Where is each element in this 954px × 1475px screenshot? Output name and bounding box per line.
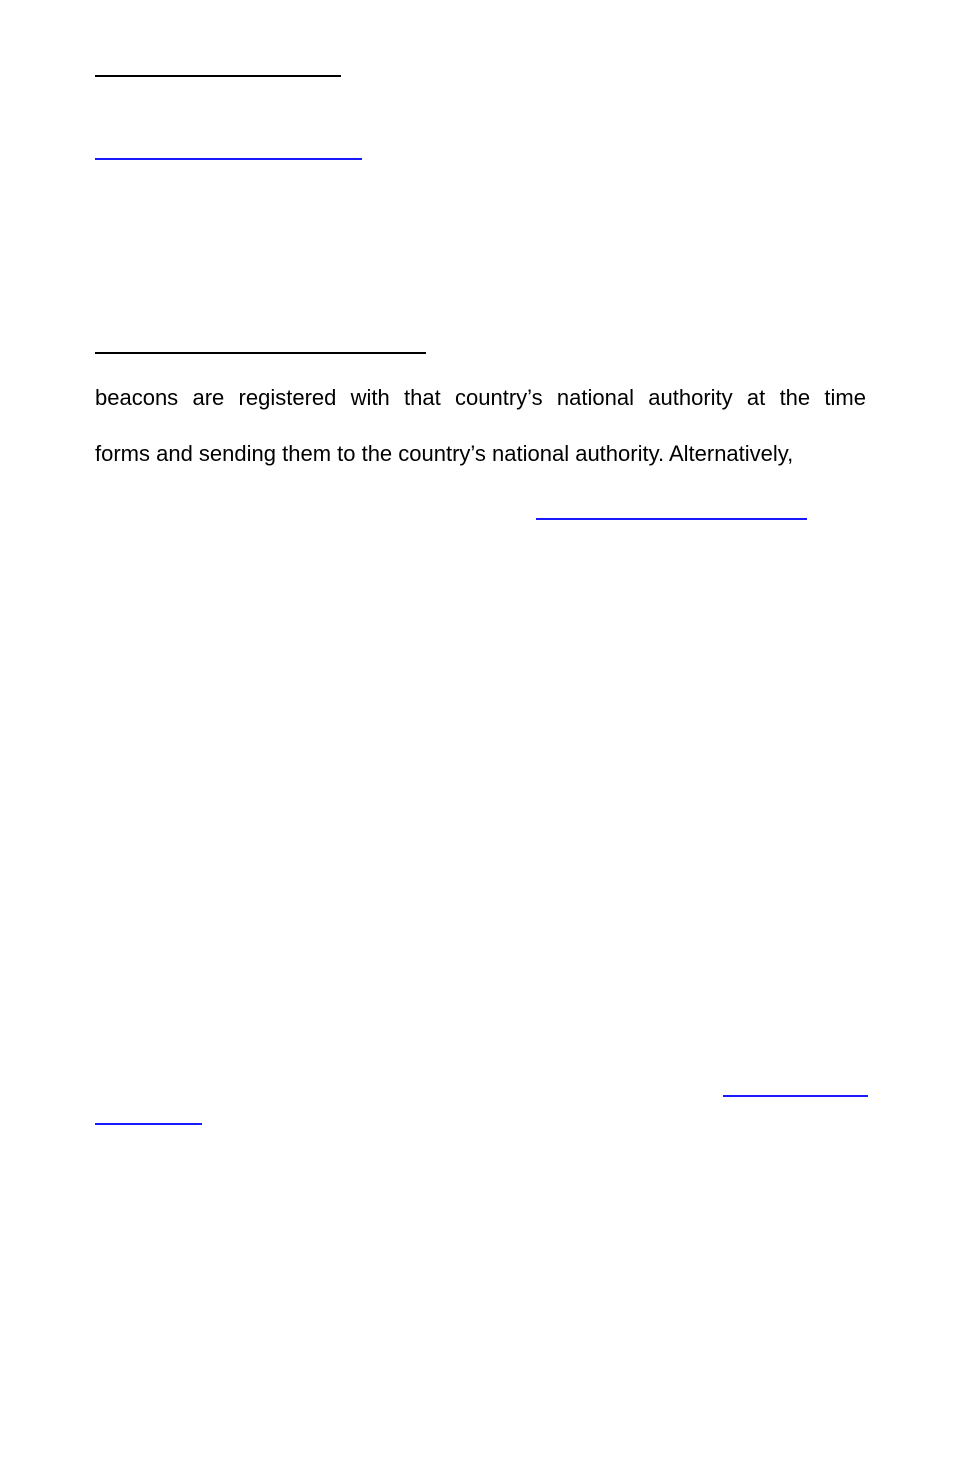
paragraph-line: forms and sending them to the country’s national authority. Alternatively,: [95, 441, 794, 466]
text-underline: [95, 75, 341, 77]
hyperlink-underline[interactable]: [536, 518, 807, 520]
text-underline: [95, 352, 426, 354]
hyperlink-underline[interactable]: [95, 1123, 202, 1125]
hyperlink-underline[interactable]: [723, 1095, 868, 1097]
hyperlink-underline[interactable]: [95, 158, 362, 160]
paragraph-line: beacons are registered with that country’s national authority at the time: [95, 385, 866, 410]
